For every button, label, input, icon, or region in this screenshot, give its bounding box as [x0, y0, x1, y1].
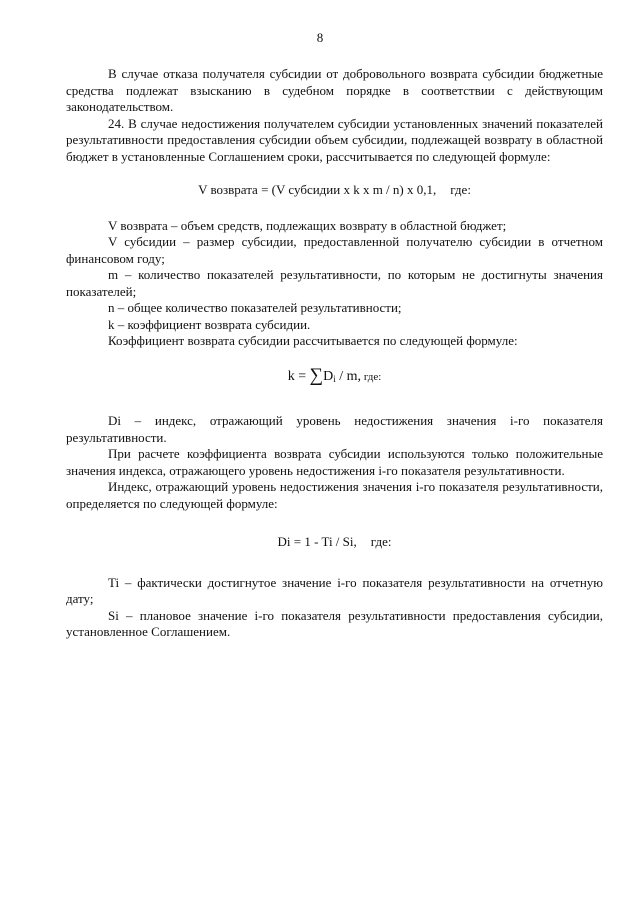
definition-item: m – количество показателей результативности, по которым не достигнуты значения показателей;: [66, 267, 603, 299]
paragraph: При расчете коэффициента возврата субсидии используются только положительные значения индекса, отражающего уровень недостижения i-го показателя результативности.: [66, 446, 603, 478]
definition-item: Si – плановое значение i-го показателя результативности предоставления субсидии, установленное Соглашением.: [66, 607, 603, 639]
definition-item: Ti – фактически достигнутое значение i-го показателя результативности на отчетную дату;: [66, 574, 603, 606]
definition-item: Di – индекс, отражающий уровень недостижения значения i-го показателя результативности.: [66, 413, 603, 445]
definition-item: V субсидии – размер субсидии, предоставленной получателю субсидии в отчетном финансовом году;: [66, 234, 603, 266]
formula-suffix: где:: [361, 370, 382, 383]
formula-coefficient: [66, 364, 603, 388]
formula-suffix: где:: [370, 534, 392, 549]
document-body: [66, 66, 603, 641]
formula-index: [66, 534, 603, 551]
formula-suffix: где:: [450, 182, 471, 197]
formula-term: D: [323, 368, 334, 384]
sum-symbol: ∑: [309, 364, 324, 386]
formula-expression: Di = 1 - Ti / Si,: [277, 534, 357, 549]
definition-item: k – коэффициент возврата субсидии.: [108, 316, 311, 332]
paragraph: Коэффициент возврата субсидии рассчитывается по следующей формуле:: [108, 333, 518, 348]
formula-lhs: k =: [287, 368, 310, 384]
paragraph: Индекс, отражающий уровень недостижения значения i-го показателя результативности, определяется по следующей формуле:: [66, 479, 603, 511]
formula-return-volume: [66, 182, 603, 199]
formula-rest: / m,: [335, 368, 362, 384]
formula-expression: V возврата = (V субсидии x k x m / n) x 0,1,: [198, 182, 437, 197]
page-number: 8: [316, 30, 324, 45]
definition-item: V возврата – объем средств, подлежащих возврату в областной бюджет;: [108, 217, 507, 233]
formula-subscript: i: [333, 373, 336, 384]
paragraph: 24. В случае недостижения получателем субсидии установленных значений показателей результативности предоставления субсидии объем субсидии, подлежащей возврату в областной бюджет в установленные Соглашением сроки, рассчитывается по следующей формуле:: [66, 115, 603, 164]
paragraph: В случае отказа получателя субсидии от добровольного возврата субсидии бюджетные средства подлежат взысканию в судебном порядке в соответствии с действующим законодательством.: [66, 66, 603, 114]
definition-item: n – общее количество показателей результативности;: [108, 300, 402, 315]
